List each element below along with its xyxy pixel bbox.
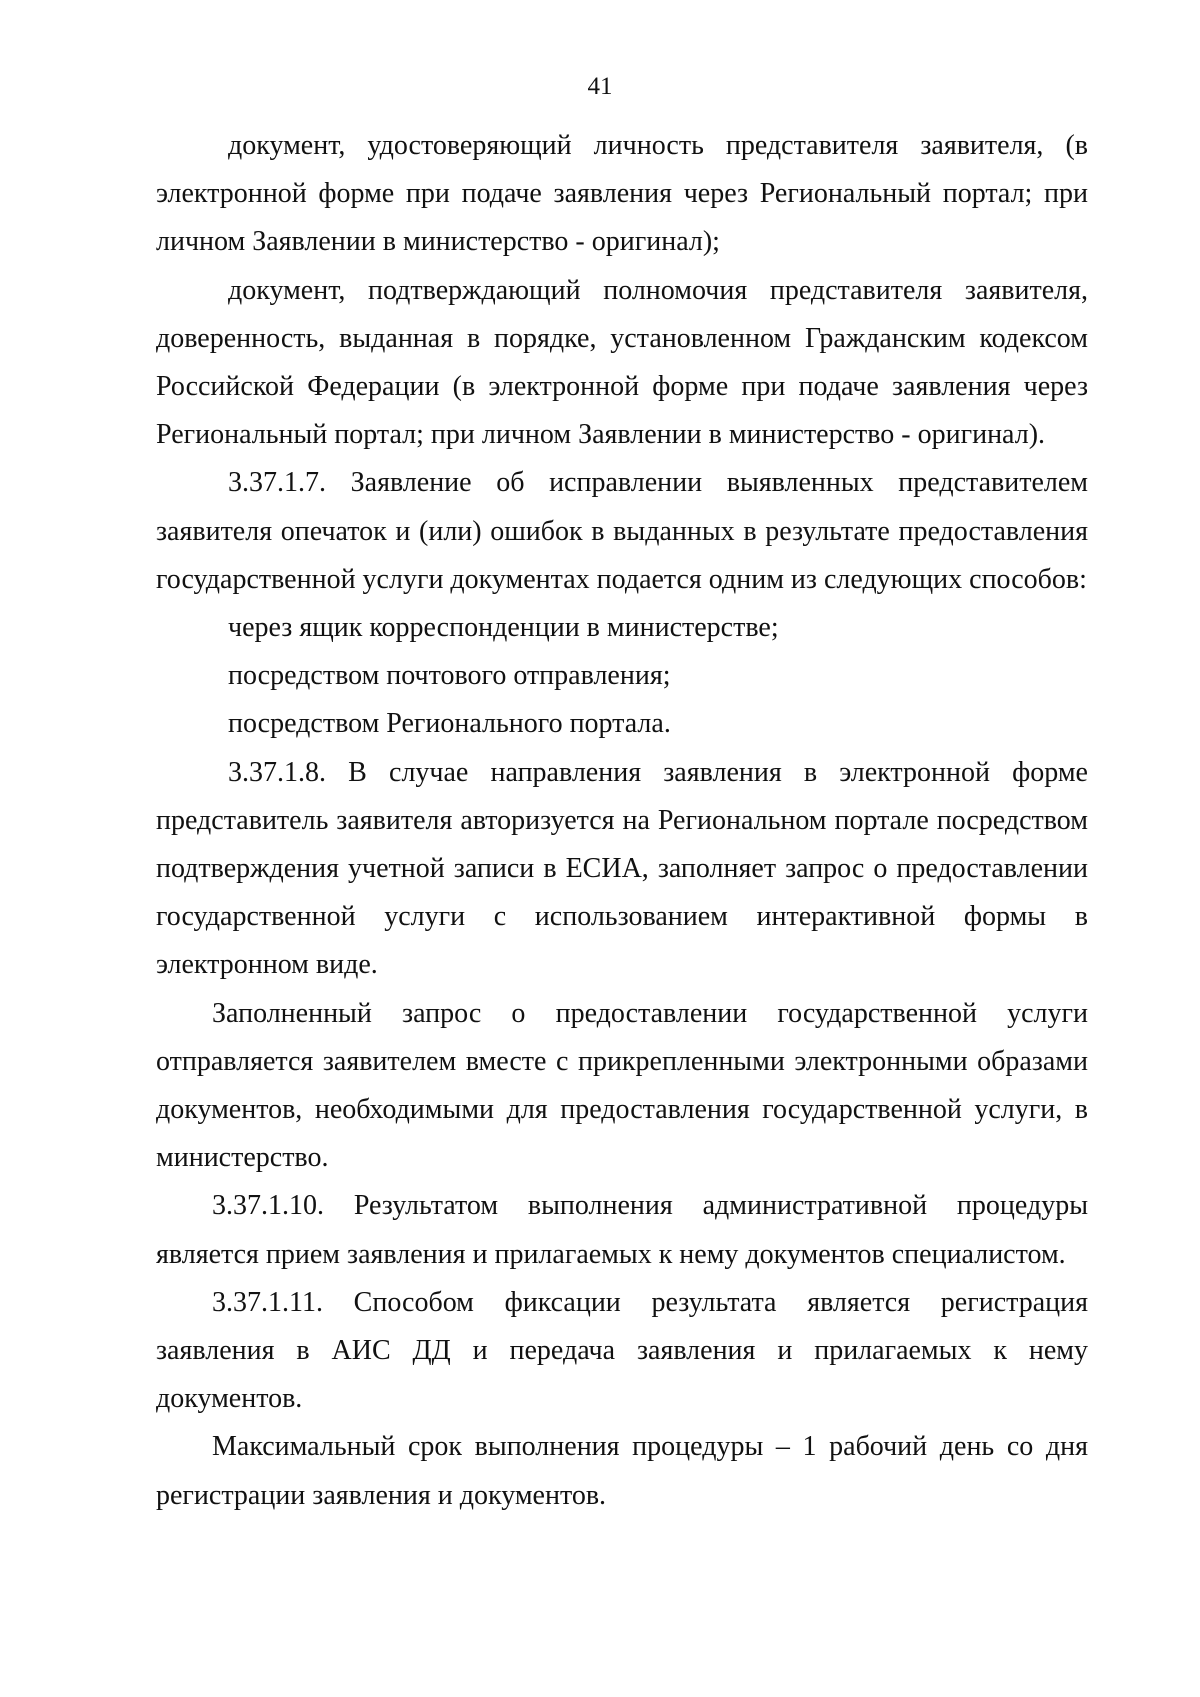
list-item-correspondence-box: через ящик корреспонденции в министерстве; <box>228 612 779 644</box>
list-item-postal: посредством почтового отправления; <box>228 660 671 692</box>
paragraph-filled-request: Заполненный запрос о предоставлении государственной услуги отправляется заявителем вместе с прикрепленными электронными образами документов, необходимыми для предоставления государственной услуги, в министерство. <box>156 997 1088 1174</box>
paragraph-authority-document: документ, подтверждающий полномочия представителя заявителя, доверенность, выданная в порядке, установленном Гражданским кодексом Российской Федерации (в электронной форме при подаче заявления через Региональный портал; при личном Заявлении в министерство - оригинал). <box>156 274 1088 451</box>
document-body <box>156 122 1088 1520</box>
paragraph-3-37-1-8: 3.37.1.8. В случае направления заявления в электронной форме представитель заявителя авторизуется на Региональном портале посредством подтверждения учетной записи в ЕСИА, заполняет запрос о предоставлении государственной услуги с использованием интерактивной формы в электронном виде. <box>156 756 1088 981</box>
paragraph-3-37-1-7: 3.37.1.7. Заявление об исправлении выявленных представителем заявителя опечаток и (или) ошибок в выданных в результате предоставления государственной услуги документах подается одним из следующих способов: <box>156 467 1088 595</box>
paragraph-3-37-1-10: 3.37.1.10. Результатом выполнения административной процедуры является прием заявления и прилагаемых к нему документов специалистом. <box>156 1190 1088 1270</box>
paragraph-3-37-1-11: 3.37.1.11. Способом фиксации результата является регистрация заявления в АИС ДД и передача заявления и прилагаемых к нему документов. <box>156 1286 1088 1415</box>
list-item-regional-portal: посредством Регионального портала. <box>228 708 671 740</box>
page-number: 41 <box>587 73 613 100</box>
paragraph-max-term: Максимальный срок выполнения процедуры – 1 рабочий день со дня регистрации заявления и документов. <box>156 1431 1088 1511</box>
paragraph-identity-document: документ, удостоверяющий личность представителя заявителя, (в электронной форме при подаче заявления через Региональный портал; при личном Заявлении в министерство - оригинал); <box>156 130 1088 258</box>
